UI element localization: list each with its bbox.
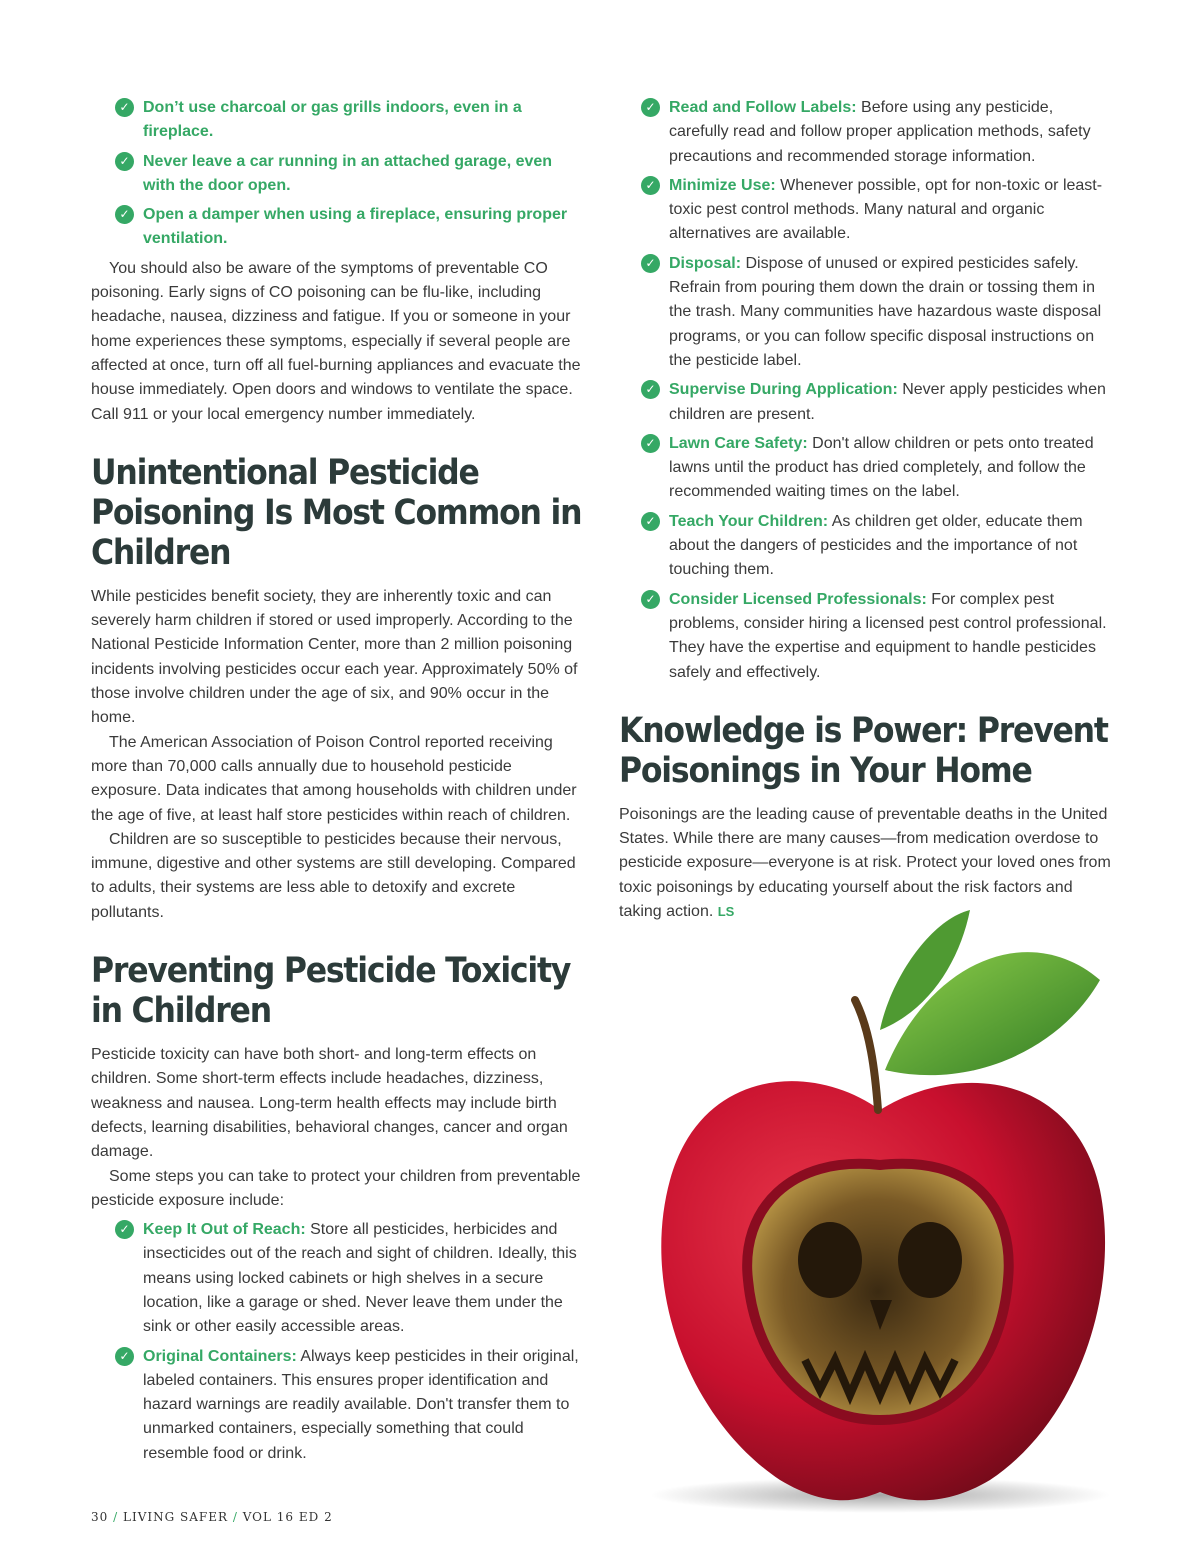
list-item <box>115 1345 583 1466</box>
co-tip-text: Open a damper when using a fireplace, ensuring proper ventilation. <box>143 206 568 248</box>
list-item <box>641 588 1111 685</box>
step-text: Never apply pesticides when children are present. <box>669 381 1106 423</box>
list-item <box>115 96 583 145</box>
list-item <box>641 252 1111 373</box>
body-paragraph: Some steps you can take to protect your children from preventable pesticide exposure include: <box>91 1167 581 1209</box>
check-icon: ✓ <box>115 1220 134 1239</box>
co-symptoms-paragraph: You should also be aware of the symptoms of preventable CO poisoning. Early signs of CO poisoning can be flu-like, including headache, nausea, dizziness and fatigue. If you or someone in your home experiences these symptoms, especially if several people are affected at once, turn off all fuel-burning appliances and evacuate the house immediately. Open doors and windows to ventilate the space. Call 911 or your local emergency number immediately. <box>91 259 581 423</box>
page-footer <box>91 1510 333 1524</box>
body-paragraph: While pesticides benefit society, they are inherently toxic and can severely harm children if stored or used improperly. According to the National Pesticide Information Center, more than 2 million poisoning incidents involving pesticides occur each year. Approximately 50% of those involve children under the age of six, and 90% occur in the home. <box>91 587 578 727</box>
step-label: Lawn Care Safety: <box>669 434 808 452</box>
check-icon: ✓ <box>641 380 660 399</box>
step-text: Whenever possible, opt for non-toxic or least-toxic pest control methods. Many natural and organic alternatives are available. <box>669 176 1103 243</box>
check-icon: ✓ <box>641 176 660 195</box>
body-paragraph: The American Association of Poison Control reported receiving more than 70,000 calls annually due to household pesticide exposure. Data indicates that among households with children under the age of five, at least half store pesticides within reach of children. <box>91 733 577 824</box>
check-icon: ✓ <box>641 512 660 531</box>
list-item <box>115 150 583 199</box>
check-icon: ✓ <box>115 1347 134 1366</box>
step-text: Store all pesticides, herbicides and insecticides out of the reach and sight of children. Ideally, this means using locked cabinets or high shelves in a secure location, like a garage or shed. Never leave them under the sink or other easily accessible areas. <box>143 1221 577 1336</box>
step-label: Minimize Use: <box>669 176 776 194</box>
step-label: Keep It Out of Reach: <box>143 1221 306 1239</box>
end-mark: LS <box>717 904 735 920</box>
step-label: Supervise During Application: <box>669 381 898 399</box>
steps-list-right <box>619 96 1111 685</box>
issue-info: VOL 16 ED 2 <box>242 1510 333 1524</box>
list-item <box>641 96 1111 169</box>
step-label: Consider Licensed Professionals: <box>669 590 927 608</box>
list-item <box>641 378 1111 427</box>
step-text: Dispose of unused or expired pesticides safely. Refrain from pouring them down the drain or tossing them in the trash. Many communities have hazardous waste disposal programs, or you can follow specific disposal instructions on the pesticide label. <box>669 254 1102 369</box>
steps-list-left <box>91 1218 583 1466</box>
body-paragraph: Pesticide toxicity can have both short- and long-term effects on children. Some short-term effects include headaches, dizziness, weakness and nausea. Long-term health effects may include birth defects, learning disabilities, behavioral changes, cancer and organ damage. <box>91 1046 568 1161</box>
list-item <box>115 203 583 252</box>
footer-separator: / <box>113 1510 119 1524</box>
co-tip-text: Don’t use charcoal or gas grills indoors, even in a fireplace. <box>143 99 522 141</box>
step-text: As children get older, educate them about the dangers of pesticides and the importance of not touching them. <box>669 512 1083 579</box>
section-heading: Knowledge is Power: Prevent Poisonings in Your Home <box>619 710 1108 791</box>
closing-text: Poisonings are the leading cause of preventable deaths in the United States. While there are many causes—from medication overdose to pesticide exposure—everyone is at risk. Protect your loved ones from toxic poisonings by educating yourself about the risk factors and taking action. <box>619 805 1111 921</box>
publication-name: LIVING SAFER <box>122 1510 229 1524</box>
check-icon: ✓ <box>115 205 134 224</box>
check-icon: ✓ <box>115 152 134 171</box>
step-label: Disposal: <box>669 254 742 272</box>
co-tips-list <box>91 96 583 252</box>
left-column <box>91 96 583 1471</box>
apple-stem <box>855 1000 878 1110</box>
body-paragraph: Children are so susceptible to pesticides because their nervous, immune, digestive and other systems are still developing. Compared to adults, their systems are less able to detoxify and excrete pollutants. <box>91 830 576 921</box>
poisoned-apple-illustration <box>630 900 1150 1520</box>
step-text: For complex pest problems, consider hiring a licensed pest control professional. They have the expertise and equipment to handle pesticides safely and effectively. <box>669 590 1107 681</box>
list-item <box>115 1218 583 1339</box>
step-label: Teach Your Children: <box>669 512 829 530</box>
skull-eye-left <box>798 1222 862 1298</box>
list-item <box>641 174 1111 247</box>
check-icon: ✓ <box>115 98 134 117</box>
section-heading: Unintentional Pesticide Poisoning Is Most Common in Children <box>91 452 582 573</box>
list-item <box>641 432 1111 505</box>
check-icon: ✓ <box>641 590 660 609</box>
check-icon: ✓ <box>641 434 660 453</box>
step-text: Before using any pesticide, carefully read and follow proper application methods, safety precautions and recommended storage information. <box>669 99 1091 165</box>
footer-separator: / <box>232 1510 238 1524</box>
co-tip-text: Never leave a car running in an attached garage, even with the door open. <box>143 152 553 194</box>
apple-image <box>630 900 1150 1520</box>
skull-eye-right <box>898 1222 962 1298</box>
list-item <box>641 510 1111 583</box>
step-label: Original Containers: <box>143 1347 297 1365</box>
step-label: Read and Follow Labels: <box>669 99 857 116</box>
check-icon: ✓ <box>641 98 660 117</box>
step-text: Don't allow children or pets onto treated lawns until the product has dried completely, and follow the recommended waiting times on the label. <box>669 434 1094 501</box>
check-icon: ✓ <box>641 254 660 273</box>
page-number: 30 <box>91 1510 109 1524</box>
section-heading: Preventing Pesticide Toxicity in Children <box>91 951 571 1032</box>
right-column <box>619 96 1111 924</box>
step-text: Always keep pesticides in their original, labeled containers. This ensures proper identification and hazard warnings are readily available. Don't transfer them to unmarked containers, especially something that could resemble food or drink. <box>143 1347 579 1462</box>
